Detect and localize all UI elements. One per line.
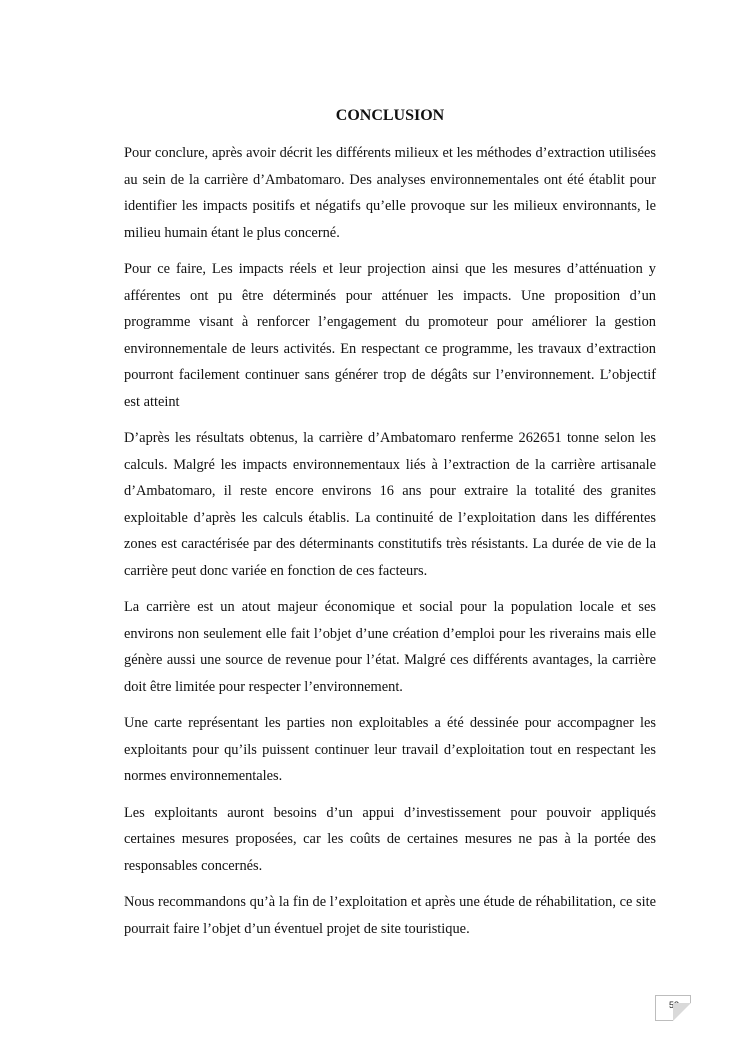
paragraph-5: Une carte représentant les parties non exploitables a été dessinée pour accompagner les exploitants pour qu’ils puissent continuer leur travail d’exploitation tout en respectant les normes environnementales. — [124, 715, 656, 784]
page-number-box — [655, 995, 691, 1021]
body-text — [124, 140, 656, 952]
paragraph-3: D’après les résultats obtenus, la carrière d’Ambatomaro renferme 262651 tonne selon les calculs. Malgré les impacts environnementaux liés à l’extraction de la carrière artisanale d’Ambatomaro, il reste encore environs 16 ans pour extraire la totalité des granites exploitable d’après les calculs établis. La continuité de l’exploitation dans les différentes zones est caractérisée par des déterminants constitutifs très résistants. La durée de vie de la carrière peut donc variée en fonction de ces facteurs. — [124, 430, 656, 579]
page-title: CONCLUSION — [335, 107, 445, 124]
page-fold-icon — [673, 1003, 691, 1021]
paragraph-4: La carrière est un atout majeur économique et social pour la population locale et ses environs non seulement elle fait l’objet d’une création d’emploi pour les riverains mais elle génère aussi une source de revenue pour l’état. Malgré ces différents avantages, la carrière doit être limitée pour respecter l’environnement. — [124, 599, 656, 695]
paragraph-2: Pour ce faire, Les impacts réels et leur projection ainsi que les mesures d’atténuation y afférentes ont pu être déterminés pour atténuer les impacts. Une proposition d’un programme visant à renforcer l’engagement du promoteur pour améliorer la gestion environnementale de leurs activités. En respectant ce programme, les travaux d’extraction pourront facilement continuer sans générer trop de dégâts sur l’environnement. L’objectif est atteint — [124, 261, 656, 410]
page-number: 58 — [668, 1000, 679, 1010]
paragraph-7: Nous recommandons qu’à la fin de l’exploitation et après une étude de réhabilitation, ce site pourrait faire l’objet d’un éventuel projet de site touristique. — [124, 894, 656, 937]
paragraph-1: Pour conclure, après avoir décrit les différents milieux et les méthodes d’extraction utilisées au sein de la carrière d’Ambatomaro. Des analyses environnementales ont été établit pour identifier les impacts positifs et négatifs qu’elle provoque sur les milieux environnants, le milieu humain étant le plus concerné. — [124, 145, 656, 241]
paragraph-6: Les exploitants auront besoins d’un appui d’investissement pour pouvoir appliqués certaines mesures proposées, car les coûts de certaines mesures ne pas à la portée des responsables concernés. — [124, 804, 656, 874]
